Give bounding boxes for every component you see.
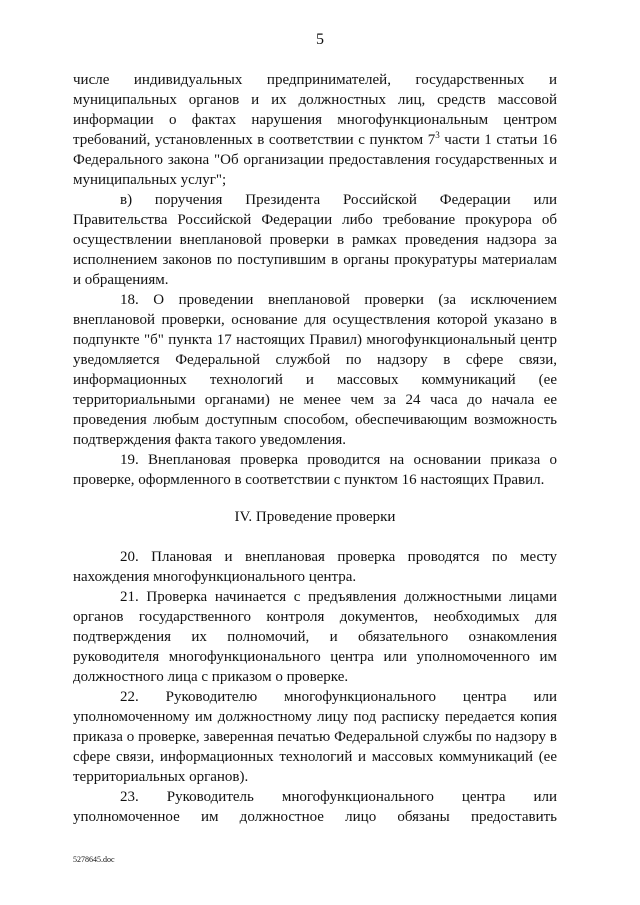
paragraph-19: 19. Внеплановая проверка проводится на основании приказа о проверке, оформленного в соответствии с пунктом 16 настоящих Правил.	[73, 452, 557, 488]
paragraph-text: части 1 статьи 16 Федерального закона "Об организации предоставления государственных и муниципальных услуг";	[73, 132, 557, 188]
page-number: 5	[316, 31, 324, 48]
superscript: 3	[435, 130, 440, 140]
paragraph-23: 23. Руководитель многофункционального центра или уполномоченное им должностное лицо обязаны предоставить	[73, 789, 557, 825]
paragraph-text: числе индивидуальных предпринимателей, государственных и муниципальных органов и их должностных лиц, средств массовой информации о фактах нарушения многофункциональным центром требований, установленных в соответствии с пунктом 7	[73, 72, 557, 148]
paragraph-continuation	[73, 70, 557, 190]
paragraph-item-v: в) поручения Президента Российской Федерации или Правительства Российской Федерации либо требование прокурора об осуществлении внеплановой проверки в рамках проведения надзора за исполнением законов по поступившим в органы прокуратуры материалам и обращениям.	[73, 192, 557, 288]
section-heading: IV. Проведение проверки	[234, 509, 396, 525]
paragraph-20: 20. Плановая и внеплановая проверка проводятся по месту нахождения многофункционального центра.	[73, 549, 557, 585]
footer-file-code: 5278645.doc	[73, 855, 115, 864]
paragraph-22: 22. Руководителю многофункционального центра или уполномоченному им должностному лицу под расписку передается копия приказа о проверке, заверенная печатью Федеральной службы по надзору в сфере связи, информационных технологий и массовых коммуникаций (ее территориальных органов).	[73, 689, 557, 785]
document-body	[73, 70, 557, 827]
paragraph-18: 18. О проведении внеплановой проверки (за исключением внеплановой проверки, основание для осуществления которой указано в подпункте "б" пункта 17 настоящих Правил) многофункциональный центр уведомляется Федеральной службой по надзору в сфере связи, информационных технологий и массовых коммуникаций (ее территориальными органами) не менее чем за 24 часа до начала ее проведения любым доступным способом, обеспечивающим возможность подтверждения факта такого уведомления.	[73, 292, 557, 448]
paragraph-21: 21. Проверка начинается с предъявления должностными лицами органов государственного контроля документов, необходимых для подтверждения их полномочий, и обязательного ознакомления руководителя многофункционального центра или уполномоченного им должностного лица с приказом о проверке.	[73, 589, 557, 685]
